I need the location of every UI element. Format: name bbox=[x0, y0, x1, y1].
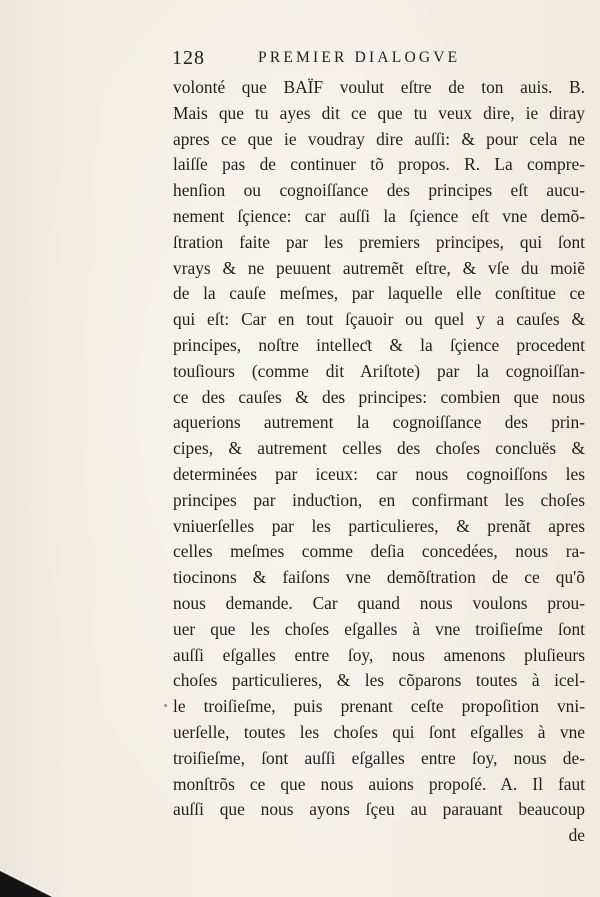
text-line: aquerions autrement la cognoiſſance des prin- bbox=[173, 412, 585, 433]
text-line: vniuerſelles par les particulieres, & prenãt apres bbox=[173, 515, 585, 536]
text-line: uer que les choſes eſgalles à vne troiſieſme ſont bbox=[173, 618, 585, 639]
text-line: uerſelle, toutes les choſes qui ſont eſgalles à vne bbox=[173, 721, 585, 742]
text-line: henſion ou cognoiſſance des principes eſt aucu- bbox=[173, 180, 585, 201]
text-line: apres ce que ie voudray dire auſſi: & pour cela ne bbox=[173, 128, 585, 149]
text-line: vrays & ne peuuent autremẽt eſtre, & vſe du moiẽ bbox=[173, 257, 585, 278]
running-title: PREMIER DIALOGVE bbox=[258, 49, 461, 66]
page-number: 128 bbox=[172, 47, 205, 69]
text-line: volonté que BAÏF voulut eſtre de ton auis. B. bbox=[173, 77, 585, 97]
text-line: auſſi que nous ayons ſçeu au parauant beaucoup bbox=[173, 799, 585, 820]
ink-speck bbox=[164, 704, 167, 707]
text-line: nous demande. Car quand nous voulons prou- bbox=[173, 592, 585, 613]
catchword: de bbox=[568, 825, 585, 846]
text-line: ce des cauſes & des principes: combien que nous bbox=[173, 386, 585, 407]
body-text bbox=[173, 75, 585, 849]
text-line: principes, noſtre intelleƈt & la ſçience procedent bbox=[173, 334, 585, 355]
text-line: touſiours (comme dit Ariſtote) par la cognoiſſan- bbox=[173, 360, 585, 381]
text-line: qui eſt: Car en tout ſçauoir ou quel y a cauſes & bbox=[173, 309, 585, 330]
text-line: monſtrõs ce que nous auions propoſé. A. Il faut bbox=[173, 773, 585, 794]
text-line: determinées par iceux: car nous cognoiſſons les bbox=[173, 463, 585, 484]
text-line: nement ſçience: car auſſi la ſçience eſt vne demõ- bbox=[173, 205, 585, 226]
text-line: principes par induƈtion, en confirmant les choſes bbox=[173, 489, 585, 510]
page-corner-shadow bbox=[0, 871, 52, 897]
page-header bbox=[172, 47, 584, 71]
text-line: cipes, & autrement celles des choſes concluës & bbox=[173, 438, 585, 459]
text-line: choſes particulieres, & les cõparons toutes à icel- bbox=[173, 670, 585, 691]
text-line: tiocinons & faiſons vne demõſtration de ce qu'õ bbox=[173, 567, 585, 588]
text-line: le troiſieſme, puis prenant ceſte propoſition vni- bbox=[173, 696, 585, 717]
text-line: laiſſe pas de continuer tõ propos. R. La compre- bbox=[173, 154, 585, 175]
text-line: celles meſmes comme deſia concedées, nous ra- bbox=[173, 541, 585, 562]
text-line: ſtration faite par les premiers principes, qui ſont bbox=[173, 231, 585, 252]
text-line: troiſieſme, ſont auſſi eſgalles entre ſoy, nous de- bbox=[173, 747, 585, 768]
text-line: de la cauſe meſmes, par laquelle elle conſtitue ce bbox=[173, 283, 585, 304]
text-line: auſſi eſgalles entre ſoy, nous amenons pluſieurs bbox=[173, 644, 585, 665]
text-line: Mais que tu ayes dit ce que tu veux dire, ie diray bbox=[173, 102, 585, 123]
